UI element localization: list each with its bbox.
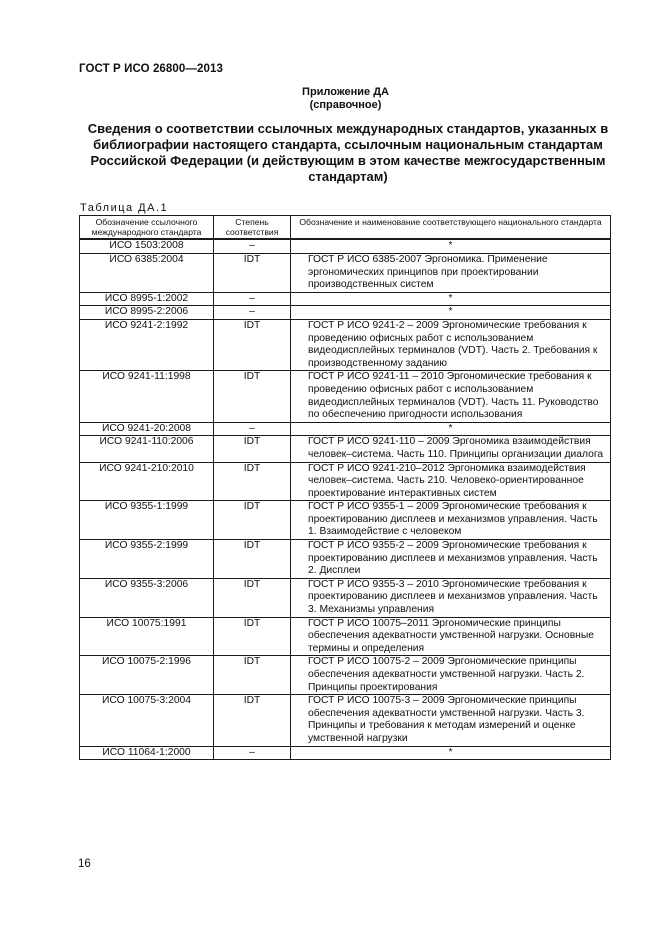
intl-standard-cell: ИСО 9241-20:2008 xyxy=(80,422,214,436)
degree-cell: IDT xyxy=(214,371,291,422)
national-standard-cell xyxy=(291,462,611,501)
national-standard-cell: * xyxy=(291,239,611,253)
intl-standard-cell: ИСО 8995-1:2002 xyxy=(80,292,214,306)
national-standard-cell: * xyxy=(291,292,611,306)
table-row xyxy=(80,656,611,695)
degree-cell: IDT xyxy=(214,501,291,540)
degree-cell: – xyxy=(214,306,291,320)
intl-standard-cell: ИСО 9241-210:2010 xyxy=(80,462,214,501)
table-row xyxy=(80,578,611,617)
national-standard-text: ГОСТ Р ИСО 10075-3 – 2009 Эргономические принципы обеспечения адекватности умственной нагрузки. Часть 3. Принципы и требования к методам измерений и оценке умственной нагрузки xyxy=(308,695,585,744)
column-header-degree: Степень соответствия xyxy=(214,216,291,240)
annex-title: Приложение ДА xyxy=(302,86,389,98)
intl-standard-cell: ИСО 9241-11:1998 xyxy=(80,371,214,422)
degree-cell: – xyxy=(214,422,291,436)
table-row xyxy=(80,306,611,320)
national-standard-text: ГОСТ Р ИСО 9355-3 – 2010 Эргономические требования к проектированию дисплеев и механизмов управления. Часть 3. Механизмы управления xyxy=(308,578,598,616)
table-body xyxy=(80,239,611,759)
national-standard-text: ГОСТ Р ИСО 10075-2 – 2009 Эргономические принципы обеспечения адекватности умственной нагрузки. Часть 2. Принципы проектирования xyxy=(308,656,585,693)
degree-cell: – xyxy=(214,239,291,253)
degree-cell: IDT xyxy=(214,436,291,462)
intl-standard-cell: ИСО 10075:1991 xyxy=(80,617,214,656)
page-number: 16 xyxy=(78,858,91,870)
table-row xyxy=(80,540,611,579)
national-standard-text: ГОСТ Р ИСО 10075–2011 Эргономические принципы обеспечения адекватности умственной нагрузки. Основные термины и определения xyxy=(308,617,594,654)
national-standard-cell: * xyxy=(291,306,611,320)
intl-standard-cell: ИСО 8995-2:2006 xyxy=(80,306,214,320)
annex-heading xyxy=(0,86,661,112)
intl-standard-cell: ИСО 11064-1:2000 xyxy=(80,746,214,760)
national-standard-cell xyxy=(291,254,611,293)
correspondence-table xyxy=(79,215,611,760)
national-standard-text: ГОСТ Р ИСО 9241-110 – 2009 Эргономика взаимодействия человек–система. Часть 110. Принципы организации диалога xyxy=(308,436,604,460)
table-caption: Таблица ДА.1 xyxy=(80,202,169,214)
table-row xyxy=(80,239,611,253)
national-standard-cell xyxy=(291,695,611,746)
national-standard-cell: * xyxy=(291,746,611,760)
degree-cell: IDT xyxy=(214,319,291,370)
degree-cell: IDT xyxy=(214,617,291,656)
intl-standard-cell: ИСО 6385:2004 xyxy=(80,254,214,293)
intl-standard-cell: ИСО 9241-110:2006 xyxy=(80,436,214,462)
national-standard-text: ГОСТ Р ИСО 9241-210–2012 Эргономика взаимодействия человек–система. Часть 210. Человеко-ориентированное проектирование интерактивных систем xyxy=(308,462,586,499)
national-standard-text: ГОСТ Р ИСО 9355-1 – 2009 Эргономические требования к проектированию дисплеев и механизмов управления. Часть 1. Взаимодействие с человеком xyxy=(308,501,598,538)
table-header-row xyxy=(80,216,611,240)
national-standard-cell xyxy=(291,617,611,656)
document-title: Сведения о соответствии ссылочных международных стандартов, указанных в библиографии настоящего стандарта, ссылочным национальным стандартам Российской Федерации (и действующим в этом качестве межгосударственным стандартам) xyxy=(87,121,609,184)
national-standard-cell xyxy=(291,578,611,617)
intl-standard-cell: ИСО 9355-1:1999 xyxy=(80,501,214,540)
degree-cell: – xyxy=(214,746,291,760)
table-row xyxy=(80,319,611,370)
national-standard-cell xyxy=(291,656,611,695)
degree-cell: IDT xyxy=(214,695,291,746)
column-header-national-standard: Обозначение и наименование соответствующего национального стандарта xyxy=(291,216,611,240)
national-standard-text: ГОСТ Р ИСО 9355-2 – 2009 Эргономические требования к проектированию дисплеев и механизмов управления. Часть 2. Дисплеи xyxy=(308,540,598,577)
national-standard-text: ГОСТ Р ИСО 9241-11 – 2010 Эргономические требования к проведению офисных работ с использованием видеодисплейных терминалов (VDT). Часть 11. Руководство по обеспечению пригодности использования xyxy=(308,371,599,421)
table-row xyxy=(80,462,611,501)
table-row xyxy=(80,617,611,656)
national-standard-cell xyxy=(291,371,611,422)
annex-subtitle: (справочное) xyxy=(309,99,382,111)
page-header-doc-code: ГОСТ Р ИСО 26800—2013 xyxy=(79,63,224,75)
national-standard-cell xyxy=(291,319,611,370)
intl-standard-cell: ИСО 1503:2008 xyxy=(80,239,214,253)
table-row xyxy=(80,746,611,760)
table-row xyxy=(80,254,611,293)
column-header-intl-standard: Обозначение ссылочного международного стандарта xyxy=(80,216,214,240)
national-standard-cell xyxy=(291,436,611,462)
national-standard-cell xyxy=(291,501,611,540)
degree-cell: – xyxy=(214,292,291,306)
national-standard-cell: * xyxy=(291,422,611,436)
table-row xyxy=(80,371,611,422)
intl-standard-cell: ИСО 9355-2:1999 xyxy=(80,540,214,579)
intl-standard-cell: ИСО 9355-3:2006 xyxy=(80,578,214,617)
degree-cell: IDT xyxy=(214,540,291,579)
degree-cell: IDT xyxy=(214,656,291,695)
degree-cell: IDT xyxy=(214,578,291,617)
table-row xyxy=(80,292,611,306)
national-standard-text: ГОСТ Р ИСО 6385-2007 Эргономика. Применение эргономических принципов при проектировании производственных систем xyxy=(308,254,548,291)
degree-cell: IDT xyxy=(214,254,291,293)
intl-standard-cell: ИСО 10075-3:2004 xyxy=(80,695,214,746)
degree-cell: IDT xyxy=(214,462,291,501)
table-row xyxy=(80,436,611,462)
table-row xyxy=(80,695,611,746)
national-standard-cell xyxy=(291,540,611,579)
table-row xyxy=(80,422,611,436)
table-row xyxy=(80,501,611,540)
intl-standard-cell: ИСО 9241-2:1992 xyxy=(80,319,214,370)
intl-standard-cell: ИСО 10075-2:1996 xyxy=(80,656,214,695)
national-standard-text: ГОСТ Р ИСО 9241-2 – 2009 Эргономические требования к проведению офисных работ с использованием видеодисплейных терминалов (VDT). Часть 2. Требования к производственному заданию xyxy=(308,319,598,369)
